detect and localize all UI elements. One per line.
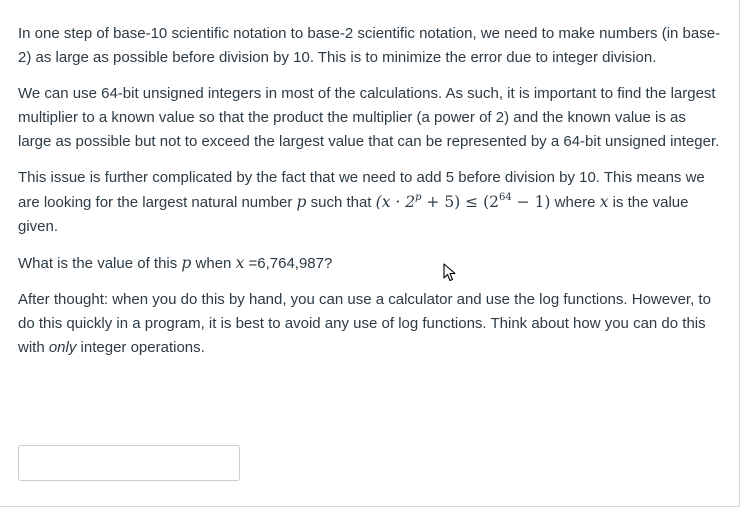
inequality-formula bbox=[376, 193, 551, 211]
var-p: p bbox=[296, 193, 307, 211]
question-value: 6,764,987? bbox=[257, 255, 333, 272]
question-var-p: p bbox=[181, 254, 192, 272]
formula-rest: + 5) ≤ (2 bbox=[421, 193, 499, 211]
condition-text-where: where bbox=[550, 194, 600, 211]
paragraph-condition bbox=[18, 166, 723, 239]
paragraph-afterthought bbox=[18, 288, 723, 360]
answer-input[interactable] bbox=[18, 445, 240, 481]
afterthought-after: integer operations. bbox=[76, 339, 205, 356]
condition-text-mid: such that bbox=[306, 194, 376, 211]
formula-exponent-64: 64 bbox=[499, 192, 512, 203]
question-text-before: What is the value of this bbox=[18, 255, 182, 272]
question-text bbox=[18, 22, 723, 372]
question-var-x: x bbox=[235, 254, 245, 272]
paragraph-question bbox=[18, 251, 723, 276]
afterthought-before: After thought: when you do this by hand, you can use a calculator and use the log functions. However, to do this quickly in a program, it is best to avoid any use of log functions. Think about how you can do this with bbox=[18, 291, 711, 356]
mouse-pointer-icon bbox=[443, 263, 457, 283]
condition-text-before: This issue is further complicated by the fact that we need to add 5 before division by 10. This means we are looking for the largest natural number bbox=[18, 169, 705, 211]
question-text-mid: when bbox=[191, 255, 236, 272]
var-x: x bbox=[599, 193, 609, 211]
condition-text-after: is the value given. bbox=[18, 194, 689, 235]
formula-close: − 1) bbox=[511, 193, 551, 211]
question-equals: = bbox=[244, 255, 258, 272]
formula-exponent-p: p bbox=[415, 192, 422, 203]
paragraph-intro: In one step of base-10 scientific notation to base-2 scientific notation, we need to make numbers (in base-2) as large as possible before division by 10. This is to minimize the error due to integer division. bbox=[18, 25, 721, 66]
afterthought-emphasis: only bbox=[48, 339, 77, 356]
paragraph-64bit: We can use 64-bit unsigned integers in most of the calculations. As such, it is important to find the largest multiplier to a known value so that the product the multiplier (a power of 2) and the known value is as large as possible but not to exceed the largest value that can be represented by a 64-bit unsigned integer. bbox=[18, 85, 720, 150]
formula-open: (x · 2 bbox=[375, 193, 416, 211]
